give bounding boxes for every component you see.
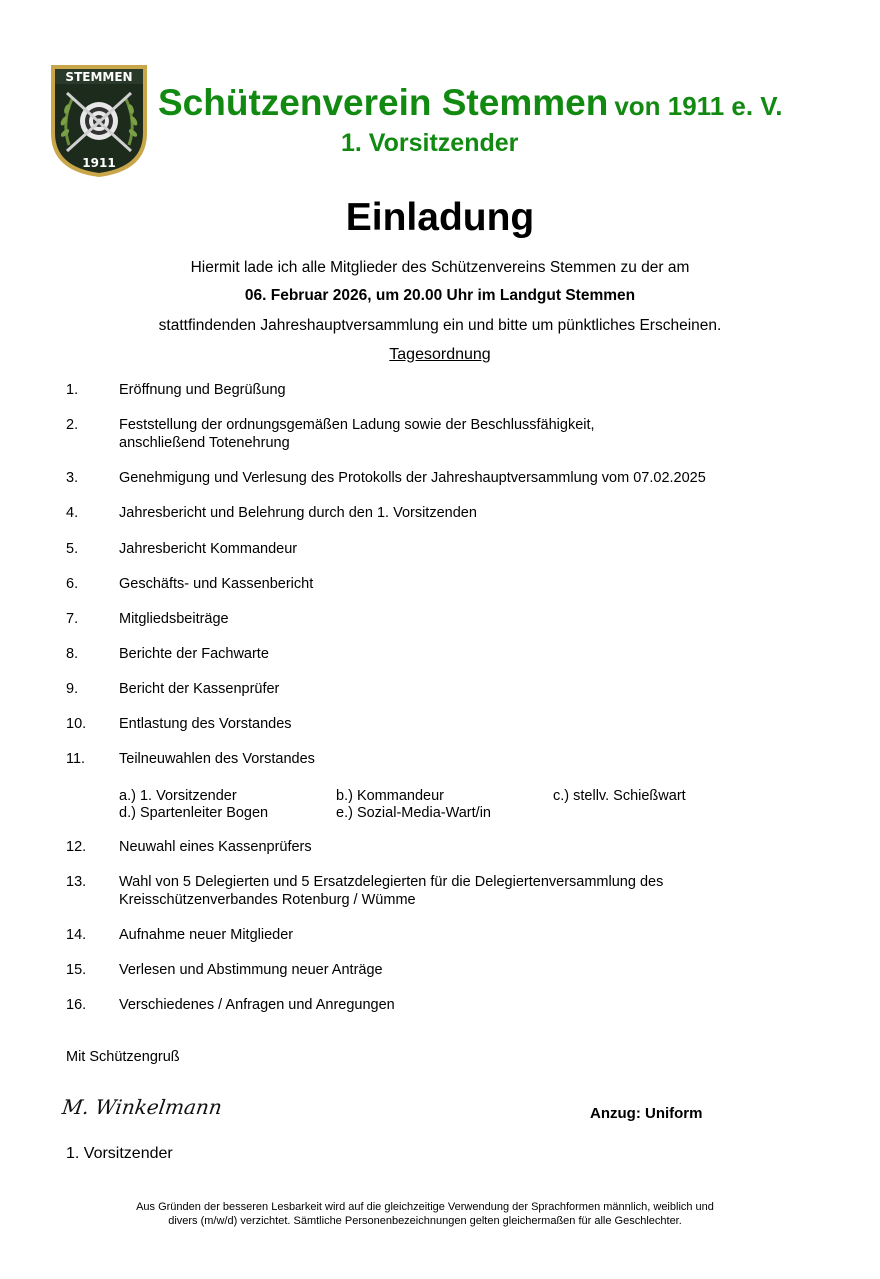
footnote-line-1: Aus Gründen der besseren Lesbarkeit wird auf die gleichzeitige Verwendung der Sprachformen männlich, weiblich und [136, 1201, 714, 1213]
agenda-item-number: 11. [66, 751, 86, 767]
svg-text:1911: 1911 [82, 156, 116, 170]
agenda-item-number: 1. [66, 382, 79, 398]
agenda-item-number: 3. [66, 470, 79, 486]
intro-line-3: stattfindenden Jahreshauptversammlung ein und bitte um pünktliches Erscheinen. [158, 317, 722, 334]
agenda-item-number: 2. [66, 417, 79, 433]
intro-date-line: 06. Februar 2026, um 20.00 Uhr im Landgut Stemmen [244, 287, 636, 304]
agenda-item-text: Teilneuwahlen des Vorstandes [119, 751, 315, 767]
agenda-item-number: 10. [66, 716, 87, 732]
agenda-item-text: Mitgliedsbeiträge [119, 611, 229, 627]
agenda-item-text [119, 416, 819, 452]
dress-code: Anzug: Uniform [590, 1105, 703, 1122]
club-name-main: Schützenverein Stemmen [158, 82, 609, 123]
agenda-item-text: Neuwahl eines Kassenprüfers [119, 839, 312, 855]
closing-greeting: Mit Schützengruß [66, 1049, 180, 1065]
agenda-title: Tagesordnung [389, 346, 491, 363]
agenda-item-text-line1: Feststellung der ordnungsgemäßen Ladung sowie der Beschlussfähigkeit, [119, 417, 595, 433]
agenda-item-text: Eröffnung und Begrüßung [119, 382, 286, 398]
agenda-item-number: 12. [66, 839, 87, 855]
agenda-item-text-line1: Wahl von 5 Delegierten und 5 Ersatzdelegierten für die Delegiertenversammlung des [119, 874, 664, 890]
agenda-item-text: Verlesen und Abstimmung neuer Anträge [119, 962, 383, 978]
agenda-item-number: 9. [66, 681, 79, 697]
club-name [158, 82, 782, 124]
agenda-item-text: Aufnahme neuer Mitglieder [119, 927, 294, 943]
agenda-item-text: Genehmigung und Verlesung des Protokolls der Jahreshauptversammlung vom 07.02.2025 [119, 470, 706, 486]
election-subitem: e.) Sozial-Media-Wart/in [336, 805, 491, 821]
document-title: Einladung [345, 196, 535, 239]
agenda-item-number: 15. [66, 962, 87, 978]
election-subitem: b.) Kommandeur [336, 788, 444, 804]
signer-role: 1. Vorsitzender [66, 1145, 173, 1162]
agenda-item-number: 8. [66, 646, 79, 662]
footnote [0, 1200, 850, 1228]
agenda-item-text: Berichte der Fachwarte [119, 646, 269, 662]
agenda-item-number: 4. [66, 505, 79, 521]
agenda-item-text: Jahresbericht Kommandeur [119, 541, 298, 557]
intro-line-1: Hiermit lade ich alle Mitglieder des Schützenvereins Stemmen zu der am [190, 259, 690, 276]
election-subitem: c.) stellv. Schießwart [553, 788, 686, 804]
agenda-item-text: Entlastung des Vorstandes [119, 716, 292, 732]
election-subitem: d.) Spartenleiter Bogen [119, 805, 269, 821]
agenda-item-number: 14. [66, 927, 87, 943]
agenda-item-text-line2: anschließend Totenehrung [119, 435, 290, 451]
agenda-item-text [119, 873, 819, 909]
svg-text:STEMMEN: STEMMEN [65, 70, 133, 84]
footnote-line-2: divers (m/w/d) verzichtet. Sämtliche Personenbezeichnungen gelten gleichermaßen für alle Geschlechter. [168, 1215, 682, 1227]
agenda-item-text-line2: Kreisschützenverbandes Rotenburg / Wümme [119, 892, 416, 908]
handwritten-signature [60, 1088, 224, 1124]
agenda-item-text: Verschiedenes / Anfragen und Anregungen [119, 997, 395, 1013]
sender-role: 1. Vorsitzender [341, 129, 519, 157]
agenda-item-text: Bericht der Kassenprüfer [119, 681, 280, 697]
club-crest-logo [49, 63, 149, 179]
svg-text:M. Winkelmann: M. Winkelmann [60, 1095, 224, 1119]
agenda-item-number: 6. [66, 576, 79, 592]
agenda-item-number: 13. [66, 874, 87, 890]
agenda-item-text: Geschäfts- und Kassenbericht [119, 576, 314, 592]
agenda-item-text: Jahresbericht und Belehrung durch den 1. Vorsitzenden [119, 505, 477, 521]
election-subitem: a.) 1. Vorsitzender [119, 788, 237, 804]
agenda-item-number: 5. [66, 541, 79, 557]
agenda-item-number: 16. [66, 997, 87, 1013]
club-name-suffix: von 1911 e. V. [614, 91, 783, 121]
agenda-item-number: 7. [66, 611, 79, 627]
